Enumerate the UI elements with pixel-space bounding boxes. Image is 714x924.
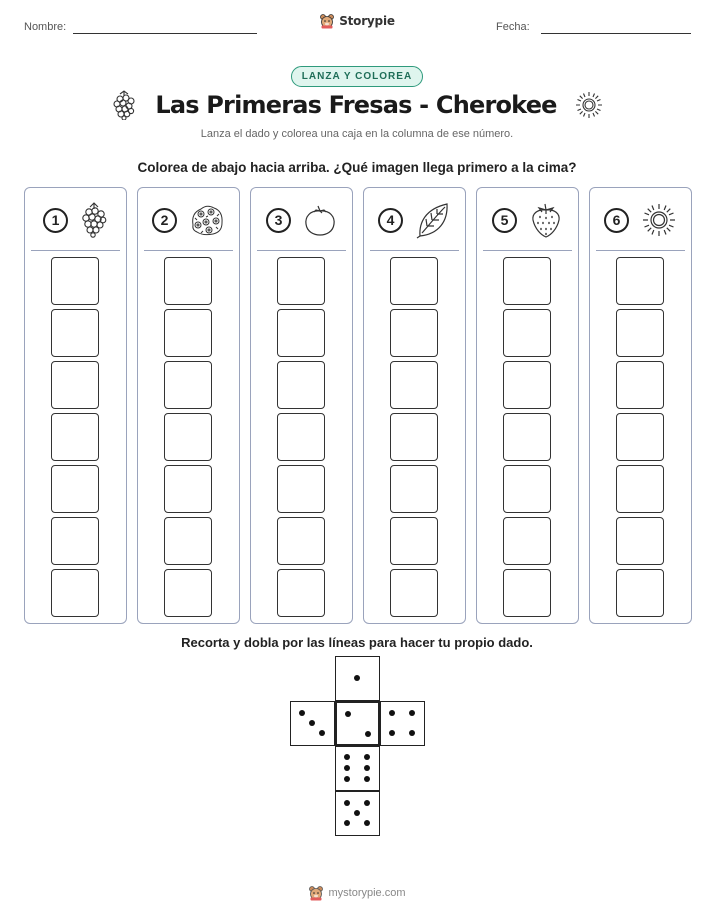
color-box[interactable] bbox=[503, 309, 551, 357]
color-box[interactable] bbox=[390, 413, 438, 461]
color-box[interactable] bbox=[503, 517, 551, 565]
color-box[interactable] bbox=[390, 257, 438, 305]
sun-icon bbox=[641, 202, 677, 238]
color-box[interactable] bbox=[503, 465, 551, 513]
color-box[interactable] bbox=[277, 361, 325, 409]
name-line[interactable] bbox=[73, 33, 257, 34]
strawberry-icon bbox=[529, 201, 563, 239]
die-face bbox=[380, 701, 425, 746]
column-number: 6 bbox=[604, 208, 629, 233]
color-box[interactable] bbox=[277, 257, 325, 305]
color-box[interactable] bbox=[390, 361, 438, 409]
color-box[interactable] bbox=[164, 413, 212, 461]
tomato-icon bbox=[303, 203, 337, 237]
color-box[interactable] bbox=[51, 569, 99, 617]
color-box[interactable] bbox=[277, 517, 325, 565]
color-box[interactable] bbox=[616, 309, 664, 357]
color-box[interactable] bbox=[277, 309, 325, 357]
color-box[interactable] bbox=[616, 257, 664, 305]
color-box[interactable] bbox=[51, 309, 99, 357]
die-face bbox=[290, 701, 335, 746]
leaf-icon bbox=[415, 201, 451, 239]
subtitle: Lanza el dado y colorea una caja en la columna de ese número. bbox=[200, 128, 514, 140]
column-6 bbox=[589, 187, 692, 624]
color-box[interactable] bbox=[277, 465, 325, 513]
column-1 bbox=[24, 187, 127, 624]
raspberry-title-icon bbox=[111, 90, 137, 120]
color-box[interactable] bbox=[164, 361, 212, 409]
activity-badge: LANZA Y COLOREA bbox=[291, 66, 423, 87]
cut-instruction: Recorta y dobla por las líneas para hacer tu propio dado. bbox=[181, 635, 533, 650]
column-number: 1 bbox=[43, 208, 68, 233]
color-box[interactable] bbox=[503, 257, 551, 305]
instruction: Colorea de abajo hacia arriba. ¿Qué imagen llega primero a la cima? bbox=[137, 160, 577, 175]
color-box[interactable] bbox=[616, 413, 664, 461]
color-box[interactable] bbox=[390, 569, 438, 617]
column-2 bbox=[137, 187, 240, 624]
color-box[interactable] bbox=[51, 413, 99, 461]
bear-mascot-icon bbox=[308, 885, 324, 901]
color-box[interactable] bbox=[616, 569, 664, 617]
color-box[interactable] bbox=[164, 569, 212, 617]
color-box[interactable] bbox=[616, 361, 664, 409]
column-5 bbox=[476, 187, 579, 624]
die-face bbox=[335, 791, 380, 836]
color-box[interactable] bbox=[164, 517, 212, 565]
color-box[interactable] bbox=[164, 309, 212, 357]
bear-mascot-icon bbox=[319, 13, 335, 29]
color-box[interactable] bbox=[503, 569, 551, 617]
color-box[interactable] bbox=[164, 257, 212, 305]
die-face bbox=[335, 746, 380, 791]
color-box[interactable] bbox=[277, 569, 325, 617]
column-4 bbox=[363, 187, 466, 624]
color-box[interactable] bbox=[51, 257, 99, 305]
color-box[interactable] bbox=[616, 465, 664, 513]
color-box[interactable] bbox=[616, 517, 664, 565]
color-box[interactable] bbox=[51, 465, 99, 513]
race-columns bbox=[24, 187, 690, 624]
column-number: 3 bbox=[266, 208, 291, 233]
raspberry-icon bbox=[80, 202, 108, 238]
color-box[interactable] bbox=[277, 413, 325, 461]
color-box[interactable] bbox=[503, 361, 551, 409]
color-box[interactable] bbox=[390, 465, 438, 513]
color-box[interactable] bbox=[390, 309, 438, 357]
sun-title-icon bbox=[575, 91, 603, 119]
die-face bbox=[335, 701, 380, 746]
color-box[interactable] bbox=[164, 465, 212, 513]
column-3 bbox=[250, 187, 353, 624]
date-label: Fecha: bbox=[496, 21, 530, 33]
name-label: Nombre: bbox=[24, 21, 67, 33]
flower-bush-icon bbox=[189, 203, 225, 237]
footer bbox=[0, 885, 714, 901]
column-number: 5 bbox=[492, 208, 517, 233]
color-box[interactable] bbox=[390, 517, 438, 565]
column-number: 2 bbox=[152, 208, 177, 233]
brand-name: Storypie bbox=[339, 14, 395, 28]
footer-url: mystorypie.com bbox=[328, 887, 406, 899]
color-box[interactable] bbox=[503, 413, 551, 461]
page-title: Las Primeras Fresas - Cherokee bbox=[155, 91, 557, 119]
color-box[interactable] bbox=[51, 517, 99, 565]
date-line[interactable] bbox=[541, 33, 691, 34]
column-number: 4 bbox=[378, 208, 403, 233]
color-box[interactable] bbox=[51, 361, 99, 409]
brand-logo bbox=[0, 13, 714, 29]
die-face bbox=[335, 656, 380, 701]
